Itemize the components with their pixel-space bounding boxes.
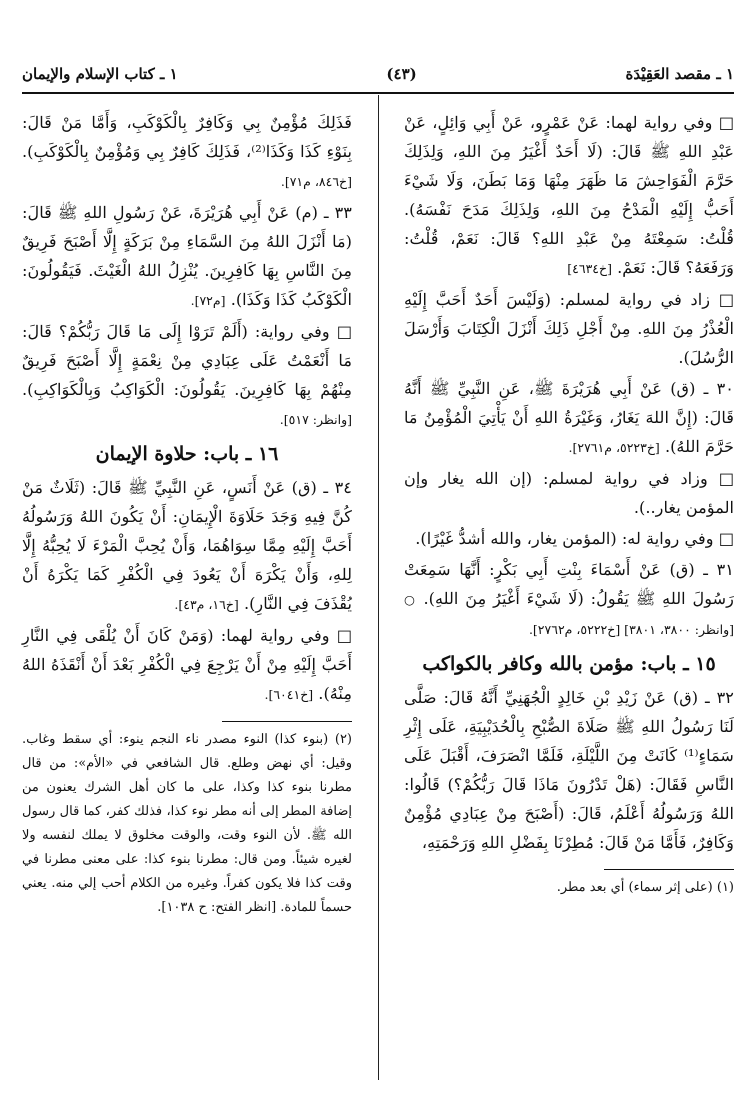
reference: ○ [وانظر: ٣٨٠٠، ٣٨٠١] [خ٥٢٢٢، م٢٧٦٢]. [404, 592, 734, 637]
hadith-31: ٣١ ـ (ق) عَنْ أَسْمَاءَ بِنْتِ أَبِي بَكْرٍ: أَنَّهَا سَمِعَتْ رَسُولَ اللهِ ﷺ يَقُولُ: (لَا شَيْءَ أَغْيَرُ مِنَ اللهِ). ○ [وانظر: ٣٨٠٠، ٣٨٠١] [خ٥٢٢٢، م٢٧٦٢]. [404, 560, 734, 637]
paragraph: □ وفي رواية لهما: عَنْ عَمْرٍو، عَنْ أَبِي وَائِلٍ، عَنْ عَبْدِ اللهِ ﷺ قَالَ: (لَا أَحَدٌ أَغْيَرُ مِنَ اللهِ، وَلِذَلِكَ حَرَّمَ الْفَوَاحِشَ مَا ظَهَرَ مِنْهَا وَمَا بَطَنَ، وَلَا شَيْءَ أَحَبُّ إِلَيْهِ الْمَدْحُ مِنَ اللهِ، وَلِذَلِكَ مَدَحَ نَفْسَهُ). قُلْتُ: سَمِعْتَهُ مِنْ عَبْدِ اللهِ؟ قَالَ: نَعَمْ، قُلْتُ: وَرَفَعَهُ؟ قَالَ: نَعَمْ. [خ٤٦٣٤] [404, 113, 734, 277]
paragraph: □ وزاد في رواية لمسلم: (إن الله يغار وإن المؤمن يغار..). [404, 469, 734, 517]
header-rule [22, 92, 734, 94]
reference: [خ٨٤٦، م٧١]. [280, 174, 352, 189]
paragraph: □ وفي رواية: (أَلَمْ تَرَوْا إِلَى مَا قَالَ رَبُّكُمْ؟ قَالَ: مَا أَنْعَمْتُ عَلَى عِبَادِي مِنْ نِعْمَةٍ إِلَّا أَصْبَحَ فَرِيقٌ مِنْهُمْ بِهَا كَافِرِينَ. يَقُولُونَ: الْكَوَاكِبُ وَبِالْكَوَاكِبِ). [وانظر: ٥١٧]. [22, 322, 352, 427]
chapter-heading-15: ١٥ ـ باب: مؤمن بالله وكافر بالكواكب [422, 653, 716, 675]
reference: [خ٥٢٢٣، م٢٧٦١]. [568, 440, 660, 455]
hadith-30: ٣٠ ـ (ق) عَنْ أَبِي هُرَيْرَةَ ﷺ، عَنِ النَّبِيِّ ﷺ أَنَّهُ قَالَ: (إِنَّ اللهَ يَغَارُ، وَغَيْرَةُ اللهِ أَنْ يَأْتِيَ الْمُؤْمِنُ مَا حَرَّمَ اللهُ). [خ٥٢٢٣، م٢٧٦١]. [404, 379, 734, 456]
paragraph: فَذَلِكَ مُؤْمِنٌ بِي وَكَافِرٌ بِالْكَوْكَبِ، وَأَمَّا مَنْ قَالَ: بِنَوْءِ كَذَا وَكَذَا⁽²⁾، فَذَلِكَ كَافِرٌ بِي وَمُؤْمِنٌ بِالْكَوْكَبِ). [خ٨٤٦، م٧١]. [22, 113, 353, 189]
reference: [خ١٦، م٤٣]. [174, 597, 239, 612]
hadith-32: ٣٢ ـ (ق) عَنْ زَيْدِ بْنِ خَالِدٍ الْجُهَنِيِّ أَنَّهُ قَالَ: صَلَّى لَنَا رَسُولُ اللهِ ﷺ صَلَاةَ الصُّبْحِ بِالْحُدَيْبِيَةِ، عَلَى إِثْرِ سَمَاءٍ⁽¹⁾ كَانَتْ مِنَ اللَّيْلَةِ، فَلَمَّا انْصَرَفَ، أَقْبَلَ عَلَى النَّاسِ فَقَالَ: (هَلْ تَدْرُونَ مَاذَا قَالَ رَبُّكُمْ؟) قَالُوا: اللهُ وَرَسُولُهُ أَعْلَمُ، قَالَ: (أَصْبَحَ مِنْ عِبَادِي مُؤْمِنٌ وَكَافِرٌ، فَأَمَّا مَنْ قَالَ: مُطِرْنَا بِفَضْلِ اللهِ وَرَحْمَتِهِ، [404, 688, 734, 852]
footnote-rule [604, 869, 734, 870]
book-page [22, 0, 734, 1107]
hadith-33: ٣٣ ـ (م) عَنْ أَبِي هُرَيْرَةَ، عَنْ رَسُولِ اللهِ ﷺ قَالَ: (مَا أَنْزَلَ اللهُ مِنَ السَّمَاءِ مِنْ بَرَكَةٍ إِلَّا أَصْبَحَ فَرِيقٌ مِنَ النَّاسِ بِهَا كَافِرِينَ. يُنْزِلُ اللهُ الْغَيْثَ. فَيَقُولُونَ: الْكَوْكَبُ كَذَا وَكَذَا). [م٧٢]. [22, 203, 352, 309]
page-number: (٤٣) [386, 65, 417, 83]
chapter-heading-16: ١٦ ـ باب: حلاوة الإيمان [95, 443, 279, 465]
header-section-title: ١ ـ مقصد العَقِيْدَة [625, 65, 734, 83]
paragraph: □ وفي رواية له: (المؤمن يغار، والله أشدُّ غَيْرًا). [415, 529, 734, 548]
header-book-title: ١ ـ كتاب الإسلام والإيمان [22, 65, 178, 83]
footnote-2: (٢) (بنوء كذا) النوء مصدر ناء النجم ينوء: أي سقط وغاب. وقيل: أي نهض وطلع. قال الشافعي في «الأم»: من قال مطرنا بنوء كذا وكذا، على ما كان أهل الشرك يعنون من إضافة المطر إلى أنه مطر نوء كذا، فذلك كفر، كما قال رسول الله ﷺ. لأن النوء وقت، والوقت مخلوق لا يملك لنفسه ولا لغيره شيئاً. ومن قال: مطرنا بنوء كذا: على معنى مطرنا في وقت كذا فلا يكون كفراً. وغيره من الكلام أحب إلي منه. يعني حسماً للمادة. [انظر الفتح: ح ١٠٣٨]. [22, 732, 352, 915]
footnote-rule [222, 721, 352, 722]
paragraph: □ زاد في رواية لمسلم: (وَلَيْسَ أَحَدٌ أَحَبَّ إِلَيْهِ الْعُذْرُ مِنَ اللهِ. مِنْ أَجْلِ ذَلِكَ أَنْزَلَ الْكِتَابَ وَأَرْسَلَ الرُّسُلَ). [404, 290, 734, 367]
footnote-1: (١) (على إثر سماء) أي بعد مطر. [556, 880, 734, 895]
paragraph: □ وفي رواية لهما: (وَمَنْ كَانَ أَنْ يُلْقَى فِي النَّارِ أَحَبَّ إِلَيْهِ مِنْ أَنْ يَرْجِعَ فِي الْكُفْرِ بَعْدَ أَنْ أَنْقَذَهُ اللهُ مِنْهُ). [خ٦٠٤١]. [22, 626, 352, 703]
reference: [وانظر: ٥١٧]. [279, 412, 352, 427]
reference: [م٧٢]. [190, 293, 226, 308]
left-column [22, 108, 352, 920]
right-column [404, 108, 734, 900]
reference: [خ٦٠٤١]. [264, 687, 314, 702]
hadith-34: ٣٤ ـ (ق) عَنْ أَنَسٍ، عَنِ النَّبِيِّ ﷺ قَالَ: (ثَلَاثٌ مَنْ كُنَّ فِيهِ وَجَدَ حَلَاوَةَ الْإِيمَانِ: أَنْ يَكُونَ اللهُ وَرَسُولُهُ أَحَبَّ إِلَيْهِ مِمَّا سِوَاهُمَا، وَأَنْ يُحِبَّ الْمَرْءَ لَا يُحِبُّهُ إِلَّا لِلهِ، وَأَنْ يَكْرَهَ أَنْ يَعُودَ فِي الْكُفْرِ كَمَا يَكْرَهُ أَنْ يُقْذَفَ فِي النَّارِ). [خ١٦، م٤٣]. [22, 478, 352, 613]
page-header [22, 60, 734, 88]
column-divider [378, 95, 379, 1080]
reference: [خ٤٦٣٤] [567, 261, 612, 276]
